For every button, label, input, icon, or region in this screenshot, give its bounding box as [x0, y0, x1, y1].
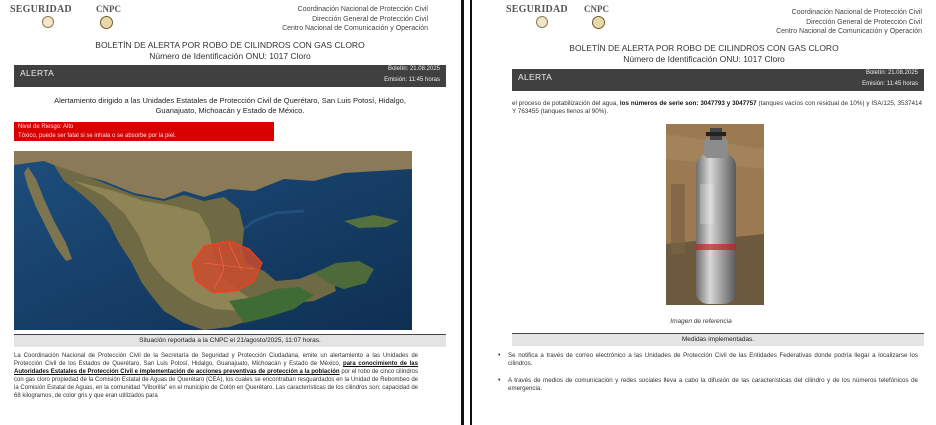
cnpc-logo: CNPC — [584, 4, 609, 14]
measure-text: Se notifica a través de correo electrónico a las Unidades de Protección Civil de las Entidades Federativas donde podría llegar a localizarse los cilindros. — [508, 352, 918, 367]
org-line: Coordinación Nacional de Protección Civil — [791, 9, 922, 16]
alert-label: ALERTA — [20, 68, 55, 78]
measure-text: A través de medios de comunicación y redes sociales lleva a cabo la difusión de las características del cilindro y de los números telefónicos de emergencia. — [508, 377, 918, 392]
emission-time: Emisión: 11:45 horas — [862, 81, 918, 87]
bulletin-subtitle: Número de Identificación ONU: 1017 Cloro — [149, 51, 311, 61]
organization-lines — [776, 8, 922, 37]
bulletin-date: Boletín: 21.08.2025 — [387, 66, 440, 72]
brand-logo: SEGURIDAD — [506, 4, 568, 15]
risk-description: Tóxico, puede ser fatal si se inhala o se absorbe por la piel. — [18, 133, 177, 139]
continued-paragraph — [512, 100, 922, 116]
cnpc-seal-icon — [592, 16, 605, 29]
risk-level: Nivel de Riesgo: Alto — [18, 124, 74, 130]
org-line: Centro Nacional de Comunicación y Operación — [776, 28, 922, 35]
page-divider — [461, 0, 464, 425]
bulletin-title: BOLETÍN DE ALERTA POR ROBO DE CILINDROS CON GAS CLORO — [95, 40, 365, 50]
bullet-dot-icon: • — [498, 377, 501, 384]
body-text: La Coordinación Nacional de Protección Civil de la Secretaría de Seguridad y Protección Ciudadana, emite un alertamiento a las Unidades de Protección Civil de los Estados de Querétaro, San Luis Potosí, Hidalgo, Guanajuato, Michoacán y Estado de México, — [14, 353, 418, 367]
body-text: el proceso de potabilización del agua, — [512, 100, 620, 107]
alert-header-bar — [14, 65, 446, 87]
measure-bullet — [498, 352, 918, 368]
org-line: Dirección General de Protección Civil — [312, 15, 428, 23]
bulletin-title: BOLETÍN DE ALERTA POR ROBO DE CILINDROS CON GAS CLORO — [569, 43, 839, 53]
cnpc-seal-icon — [100, 16, 113, 29]
emission-time: Emisión: 11:45 horas — [384, 77, 440, 83]
body-paragraph — [14, 353, 418, 400]
risk-level-box — [14, 122, 274, 141]
situation-bar: Situación reportada a la CNPC el 21/agosto/2025, 11:07 horas. — [14, 334, 446, 347]
mexico-map-image — [14, 151, 412, 330]
org-line: Dirección General de Protección Civil — [806, 18, 922, 26]
alert-label: ALERTA — [518, 72, 553, 82]
lead-text: Alertamiento dirigido a las Unidades Estatales de Protección Civil de Querétaro, San Luis Potosí, Hidalgo, Guanajuato, Michoacán y Estado de México. — [54, 96, 406, 115]
satellite-map-graphic — [14, 151, 412, 330]
government-seal-icon — [42, 16, 54, 28]
serial-numbers-text: los números de serie son: 3047793 y 3047757 — [619, 100, 757, 107]
bullet-dot-icon: • — [498, 352, 501, 359]
org-line: Centro Nacional de Comunicación y Operación — [282, 25, 428, 32]
brand-logo: SEGURIDAD — [10, 4, 72, 15]
organization-lines — [282, 5, 428, 34]
measures-title-bar: Medidas implementadas. — [512, 333, 924, 346]
body-text-continued: por el robo de cinco cilindros con gas cloro propiedad de la Comisión Estatal de Aguas de Querétaro (CEA), los cuales se encontraban resguardados en la Unidad de Rebombeo de la Comisión Estatal de Aguas, en la comunidad "Viborilla" en el municipio de Colón en Querétaro. Las características de los cilindros son: capacidad de 68 kilogramos, de color gris y que eran utilizados para — [14, 368, 418, 399]
measure-bullet — [498, 377, 918, 393]
alert-header-bar — [512, 69, 924, 91]
body-text-continued: (tanques vacíos con residual de 10%) y ISA/125, 3537414 Y 763455 (tanques llenos al 90%). — [512, 100, 922, 115]
government-seal-icon — [536, 16, 548, 28]
bulletin-subtitle: Número de Identificación ONU: 1017 Cloro — [623, 54, 785, 64]
image-caption: Imagen de referencia — [670, 318, 732, 325]
bulletin-page-1 — [2, 0, 458, 425]
org-line: Coordinación Nacional de Protección Civil — [297, 6, 428, 13]
gas-cylinder-image — [666, 124, 764, 305]
bulletin-page-2 — [476, 0, 932, 425]
page-divider — [470, 0, 472, 425]
cylinder-photo — [666, 124, 764, 305]
bulletin-date: Boletín: 21.08.2025 — [865, 70, 918, 76]
body-underlined-text: para conocimiento de las Autoridades Estatales de Protección Civil e implementación de acciones preventivas de protección a la población — [14, 360, 418, 375]
cnpc-logo: CNPC — [96, 4, 121, 14]
